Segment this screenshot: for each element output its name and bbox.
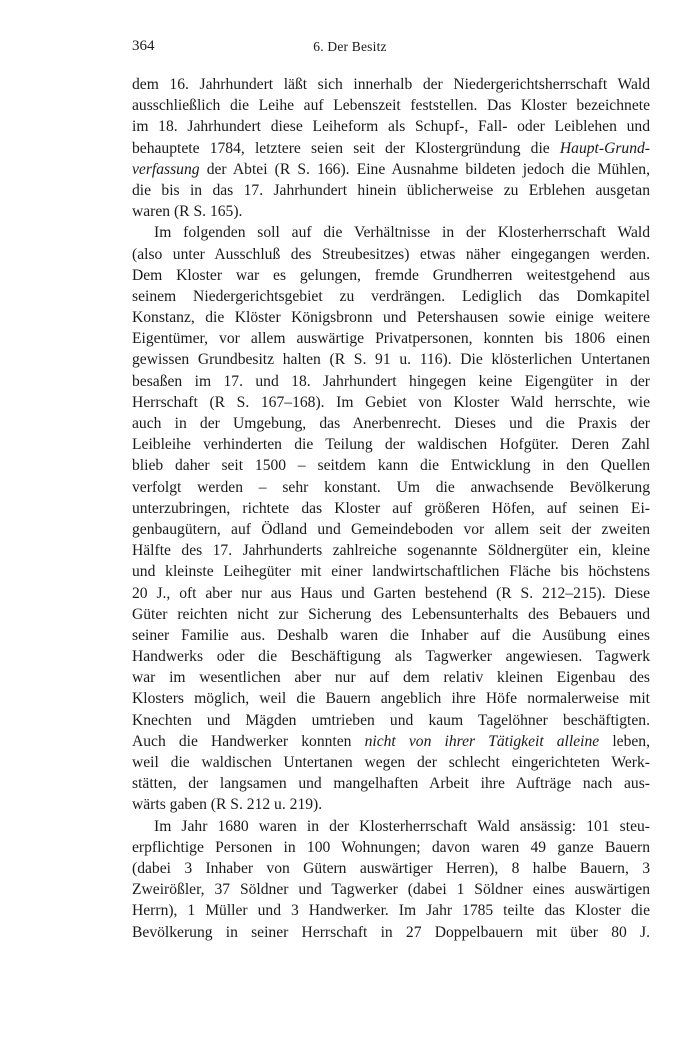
text-segment: Klosters möglich, weil die Bauern angeblich ihre Höfe normalerweise mit [132,690,650,708]
text-segment: Zweirößler, 37 Söldner und Tagwerker (dabei 1 Söldner eines auswärtigen [132,881,650,899]
text-line [132,794,650,815]
text-segment: behauptete 1784, letztere seien seit der Klostergründung die [132,139,560,157]
text-line [132,159,650,180]
text-line [132,625,650,646]
text-line [132,540,650,561]
text-line [132,837,650,858]
text-segment: Handwerks oder die Beschäftigung als Tagwerker angewiesen. Tagwerk [132,648,650,666]
text-line [132,413,650,434]
text-segment: dem 16. Jahrhundert läßt sich innerhalb der Niedergerichtsherrschaft Wald [132,76,650,93]
text-line [132,244,650,265]
text-segment: ausschließlich die Leihe auf Lebenszeit feststellen. Das Kloster bezeichnete [132,97,650,115]
text-line [132,477,650,498]
text-segment: seinem Niedergerichtsgebiet zu verdrängen. Lediglich das Domkapitel [132,287,650,305]
text-segment: Auch die Handwerker konnten [132,732,365,750]
text-segment: Hälfte des 17. Jahrhunderts zahlreiche sogenannte Söldnergüter ein, kleine [132,542,650,560]
text-line [132,328,650,349]
running-head: 6. Der Besitz [313,39,387,54]
text-segment: Güter reichten nicht zur Sicherung des Lebensunterhalts des Bebauers und [132,605,650,623]
text-segment: leben, [599,732,650,750]
page-number: 364 [132,38,155,54]
text-segment: weil die waldischen Untertanen wegen der schlecht eingerichteten Werk- [132,754,650,771]
text-line [132,180,650,201]
text-line [132,858,650,879]
text-segment: die bis in das 17. Jahrhundert hinein üblicherweise zu Erblehen ausgetan [132,181,650,199]
text-line [132,688,650,709]
text-line [132,519,650,540]
text-segment: unterzubringen, richtete das Kloster auf größeren Höfen, auf seinen Ei- [132,499,650,517]
text-line [132,646,650,667]
text-line [132,116,650,137]
body-text [132,74,650,943]
text-line [132,731,650,752]
text-line [132,434,650,455]
text-line [132,222,650,243]
text-segment: seiner Familie aus. Deshalb waren die Inhaber auf die Ausübung eines [132,626,650,644]
text-line [132,349,650,370]
text-line [132,455,650,476]
text-line [132,561,650,582]
text-segment: gewissen Grundbesitz halten (R S. 91 u. 116). Die klösterlichen Untertanen [132,351,650,369]
text-line [132,74,650,95]
text-segment: der Abtei (R S. 166). Eine Ausnahme bildeten jedoch die Mühlen, [199,160,650,178]
text-line [132,138,650,159]
text-segment: Konstanz, die Klöster Königsbronn und Petershausen sowie einige weitere [132,309,650,327]
text-line [132,900,650,921]
text-line [132,816,650,837]
text-segment: stätten, der langsamen und mangelhaften Arbeit ihre Aufträge nach aus- [132,775,650,793]
text-segment: Dem Kloster war es gelungen, fremde Grundherren weitestgehend aus [132,266,650,284]
text-line [132,307,650,328]
text-segment: auch in der Umgebung, das Anerbenrecht. Dieses und die Praxis der [132,415,650,432]
text-segment: wärts gaben (R S. 212 u. 219). [132,796,323,814]
text-line [132,201,650,222]
italic-text: verfassung [132,160,200,178]
text-line [132,922,650,943]
text-line [132,667,650,688]
text-segment: (dabei 3 Inhaber von Gütern auswärtiger Herren), 8 halbe Bauern, 3 [132,859,650,877]
text-segment: Im folgenden soll auf die Verhältnisse in der Klosterherrschaft Wald [154,224,650,242]
text-line [132,710,650,731]
text-line [132,752,650,773]
text-segment: verfolgt werden – sehr konstant. Um die anwachsende Bevölkerung [132,478,650,496]
text-segment: Herrschaft (R S. 167–168). Im Gebiet von Kloster Wald herrschte, wie [132,393,650,411]
text-segment: (also unter Ausschluß des Streubesitzes) etwas näher eingegangen werden. [132,245,650,263]
text-segment: blieb daher seit 1500 – seitdem kann die Entwicklung in den Quellen [132,457,650,475]
text-segment: erpflichtige Personen in 100 Wohnungen; davon waren 49 ganze Bauern [132,838,650,856]
text-line [132,583,650,604]
text-segment: Bevölkerung in seiner Herrschaft in 27 Doppelbauern mit über 80 J. [132,923,650,941]
text-line [132,498,650,519]
italic-text: nicht von ihrer Tätigkeit alleine [364,732,600,750]
text-line [132,286,650,307]
text-segment: war im wesentlichen aber nur auf dem relativ kleinen Eigenbau des [132,669,650,687]
text-segment: und kleinste Leihegüter mit einer landwirtschaftlichen Fläche bis höchstens [132,563,650,581]
text-segment: Im Jahr 1680 waren in der Klosterherrschaft Wald ansässig: 101 steu- [154,817,650,835]
text-segment: Herrn), 1 Müller und 3 Handwerker. Im Jahr 1785 teilte das Kloster die [132,902,650,920]
text-segment: besaßen im 17. und 18. Jahrhundert hingegen keine Eigengüter in der [132,372,650,390]
text-segment: im 18. Jahrhundert diese Leiheform als Schupf-, Fall- oder Leiblehen und [132,118,650,136]
italic-text: Haupt-Grund- [559,139,650,157]
text-line [132,392,650,413]
text-line [132,371,650,392]
text-segment: waren (R S. 165). [132,203,243,221]
text-segment: Leibleihe verhinderten die Teilung der waldischen Hofgüter. Deren Zahl [132,436,650,454]
text-segment: Knechten und Mägden umtrieben und kaum Tagelöhner beschäftigten. [132,711,650,729]
text-segment: 20 J., oft aber nur aus Haus und Garten bestehend (R S. 212–215). Diese [132,584,650,602]
text-line [132,265,650,286]
text-line [132,95,650,116]
text-segment: Eigentümer, vor allem auswärtige Privatpersonen, konnten bis 1806 einen [132,330,650,348]
text-line [132,773,650,794]
text-segment: genbaugütern, auf Ödland und Gemeindeboden vor allem seit der zweiten [132,520,650,538]
text-line [132,604,650,625]
text-line [132,879,650,900]
